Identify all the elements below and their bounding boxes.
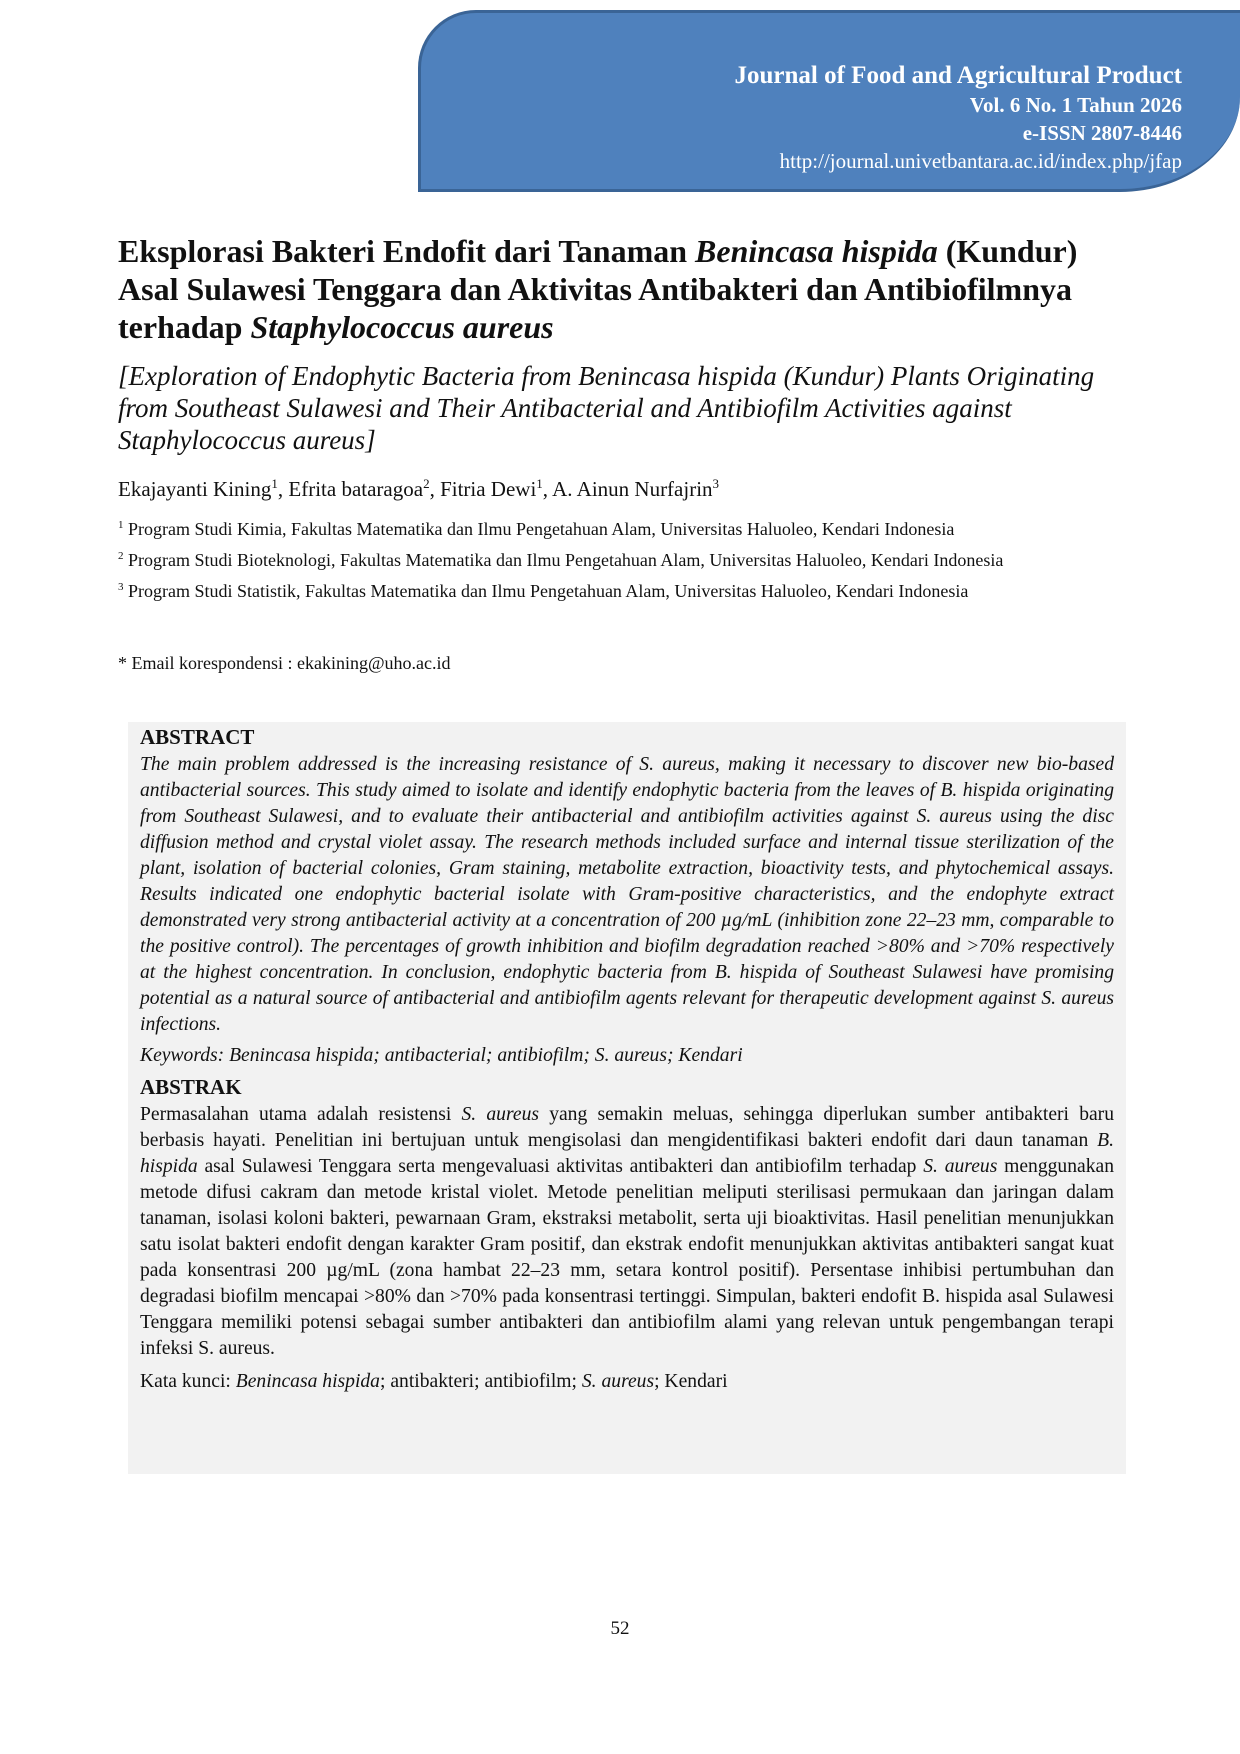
abstract-text: The main problem addressed is the increasing resistance of S. aureus, making it necessary to discover new bio-based antibacterial sources. This study aimed to isolate and identify endophytic bacteria from the leaves of B. hispida originating from Southeast Sulawesi, and to evaluate their antibacterial and antibiofilm activities against S. aureus using the disc diffusion method and crystal violet assay. The research methods included surface and internal tissue sterilization of the plant, isolation of bacterial colonies, Gram staining, metabolite extraction, bioactivity tests, and phytochemical assays. Results indicated one endophytic bacterial isolate with Gram-positive characteristics, and the endophyte extract demonstrated very strong antibacterial activity at a concentration of 200 µg/mL (inhibition zone 22–23 mm, comparable to the positive control). The percentages of growth inhibition and biofilm degradation reached >80% and >70% respectively at the highest concentration. In conclusion, endophytic bacteria from B. hispida of Southeast Sulawesi have promising potential as a natural source of antibacterial and antibiofilm agents relevant for therapeutic development against S. aureus infections. (140, 754, 1114, 1035)
title-italic-1: Benincasa hispida (695, 233, 938, 269)
abstract-heading: ABSTRACT (140, 725, 255, 749)
journal-header-banner (418, 10, 1240, 192)
journal-info (735, 61, 1183, 175)
abstrak-segment: Permasalahan utama adalah resistensi (140, 1104, 462, 1125)
kata-kunci-segment: S. aureus (581, 1371, 655, 1392)
abstrak-segment: asal Sulawesi Tenggara serta mengevaluasi aktivitas antibakteri dan antibiofilm terhadap (197, 1156, 924, 1177)
author-sep: , (429, 477, 441, 501)
abstrak-segment: S. aureus (461, 1104, 539, 1125)
title-part-2: (Kundur) Asal Sulawesi Tenggara dan Aktivitas Antibakteri dan Antibiofilmnya terhadap (118, 233, 1078, 345)
affiliation-item (118, 543, 1118, 574)
abstrak-segment: S. aureus (923, 1156, 998, 1177)
author-list (118, 470, 1118, 503)
affiliation-text: Program Studi Statistik, Fakultas Matematika dan Ilmu Pengetahuan Alam, Universitas Haluoleo, Kendari Indonesia (123, 581, 969, 601)
abstract-box (128, 722, 1126, 1474)
paper-subtitle: [Exploration of Endophytic Bacteria from Benincasa hispida (Kundur) Plants Originating from Southeast Sulawesi and Their Antibacterial and Antibiofilm Activities against Staphylococcus aureus] (118, 361, 1095, 455)
correspondence-email: * Email korespondensi : ekakining@uho.ac.id (118, 653, 451, 673)
author (118, 477, 288, 501)
abstrak-segment: yang semakin meluas, sehingga diperlukan sumber antibakteri baru berbasis hayati. Penelitian ini bertujuan untuk mengisolasi dan mengidentifikasi bakteri endofit dari daun tanaman (140, 1104, 1115, 1151)
author (440, 477, 552, 501)
paper-title (118, 232, 1118, 346)
journal-url[interactable]: http://journal.univetbantara.ac.id/index.php/jfap (779, 149, 1182, 173)
affiliation-item (118, 512, 1118, 543)
author-sep: , (542, 477, 553, 501)
abstrak-segment: B. hispida (140, 1130, 1114, 1177)
author-name: A. Ainun Nurfajrin (552, 477, 713, 501)
author-sup: 3 (712, 476, 720, 491)
affiliation-list (118, 512, 1118, 605)
author (552, 477, 719, 501)
author-name: Fitria Dewi (440, 477, 537, 501)
affiliation-sup: 3 (118, 581, 124, 593)
author-sup: 1 (536, 476, 543, 491)
author-sup: 2 (423, 476, 430, 491)
kata-kunci-segment: Benincasa hispida (235, 1371, 380, 1392)
affiliation-text: Program Studi Bioteknologi, Fakultas Matematika dan Ilmu Pengetahuan Alam, Universitas Haluoleo, Kendari Indonesia (123, 550, 1004, 570)
affiliation-item (118, 574, 1118, 605)
kata-kunci-segment: ; antibakteri; antibiofilm; (379, 1371, 582, 1392)
author (288, 477, 440, 501)
affiliation-text: Program Studi Kimia, Fakultas Matematika dan Ilmu Pengetahuan Alam, Universitas Haluoleo, Kendari Indonesia (123, 519, 955, 539)
journal-issn: e-ISSN 2807-8446 (1022, 121, 1182, 145)
abstrak-heading: ABSTRAK (140, 1075, 242, 1099)
abstrak-text (140, 1102, 1114, 1362)
journal-volume: Vol. 6 No. 1 Tahun 2026 (969, 93, 1182, 117)
abstrak-segment: menggunakan metode difusi cakram dan metode kristal violet. Metode penelitian meliputi sterilisasi permukaan dan jaringan dalam tanaman, isolasi koloni bakteri, pewarnaan Gram, ekstraksi metabolit, serta uji bioaktivitas. Hasil penelitian menunjukkan satu isolat bakteri endofit dengan karakter Gram positif, dan ekstrak endofit menunjukkan aktivitas antibakteri sangat kuat pada konsentrasi 200 µg/mL (zona hambat 22–23 mm, setara kontrol positif). Persentase inhibisi pertumbuhan dan degradasi biofilm mencapai >80% dan >70% pada konsentrasi tertinggi. Simpulan, bakteri endofit B. hispida asal Sulawesi Tenggara memiliki potensi sebagai sumber antibakteri dan antibiofilm alami yang relevan untuk pengembangan terapi infeksi S. aureus. (140, 1156, 1114, 1359)
author-sup: 1 (271, 476, 278, 491)
author-name: Efrita bataragoa (288, 477, 424, 501)
kata-kunci-segment: Kata kunci: (140, 1371, 236, 1392)
abstract-keywords: Keywords: Benincasa hispida; antibacterial; antibiofilm; S. aureus; Kendari (140, 1045, 743, 1066)
author-sep: , (277, 477, 289, 501)
affiliation-sup: 1 (118, 519, 124, 531)
journal-name: Journal of Food and Agricultural Product (734, 62, 1182, 89)
abstrak-keywords (140, 1368, 1114, 1396)
title-italic-2: Staphylococcus aureus (250, 309, 554, 345)
author-name: Ekajayanti Kining (118, 477, 272, 501)
kata-kunci-segment: ; Kendari (654, 1371, 728, 1392)
page-number: 52 (610, 1618, 630, 1639)
title-part-1: Eksplorasi Bakteri Endofit dari Tanaman (118, 233, 696, 269)
affiliation-sup: 2 (118, 550, 124, 562)
